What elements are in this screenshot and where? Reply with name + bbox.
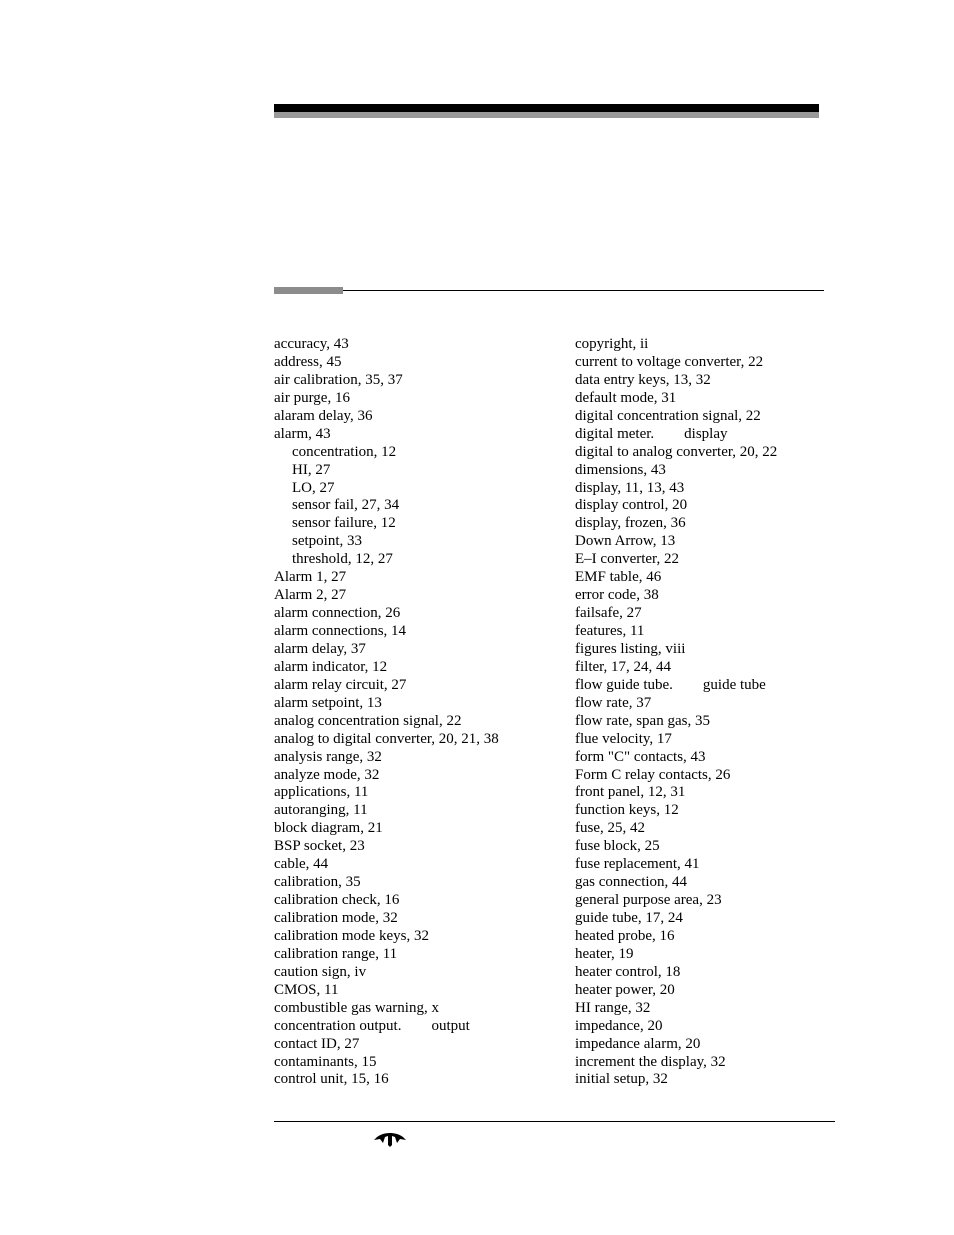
index-entry-text: analog concentration signal, 22	[274, 712, 462, 729]
index-entry	[274, 1071, 564, 1089]
index-entry	[274, 426, 564, 444]
index-entry-text: HI, 27	[292, 461, 331, 478]
index-entry-text: copyright, ii	[575, 336, 649, 352]
section-rule	[274, 290, 824, 291]
index-entry	[274, 390, 564, 408]
index-entry-text: calibration mode, 32	[274, 910, 398, 926]
index-entry	[575, 354, 835, 372]
index-entry-text: accuracy, 43	[274, 336, 349, 352]
index-entry	[575, 641, 835, 659]
index-entry	[575, 533, 835, 551]
index-entry	[575, 910, 835, 928]
index-entry-text: autoranging, 11	[274, 802, 368, 819]
index-entry-text: flow rate, 37	[575, 694, 652, 711]
index-entry	[575, 551, 835, 569]
index-entry	[575, 659, 835, 677]
index-entry-text: flue velocity, 17	[575, 730, 672, 747]
index-entry	[575, 982, 835, 1000]
index-entry-text: block diagram, 21	[274, 820, 383, 837]
index-entry-text: sensor fail, 27, 34	[292, 497, 400, 514]
index-entry-text: analysis range, 32	[274, 748, 382, 765]
index-entry	[274, 784, 564, 802]
index-entry-text: error code, 38	[575, 587, 659, 604]
index-entry	[575, 587, 835, 605]
header-bar-black	[274, 104, 819, 112]
index-entry	[575, 802, 835, 820]
index-entry-text: Form C relay contacts, 26	[575, 766, 731, 783]
index-entry	[575, 462, 835, 480]
index-entry-text: digital concentration signal, 22	[575, 407, 761, 424]
index-entry	[575, 1071, 835, 1089]
index-entry-text: flow guide tube.	[575, 676, 673, 693]
index-entry	[575, 964, 835, 982]
index-entry	[575, 767, 835, 785]
index-entry-text: front panel, 12, 31	[575, 784, 686, 801]
index-subentry	[274, 497, 564, 515]
teledyne-logo-icon	[372, 1131, 408, 1147]
index-entry	[575, 372, 835, 390]
index-entry	[575, 390, 835, 408]
index-subentry	[274, 462, 564, 480]
index-entry-text: general purpose area, 23	[575, 892, 722, 909]
index-entry-text: display, 11, 13, 43	[575, 479, 685, 496]
index-entry-text: flow rate, span gas, 35	[575, 712, 710, 729]
index-entry	[575, 820, 835, 838]
index-entry-text: applications, 11	[274, 784, 369, 801]
index-entry	[575, 713, 835, 731]
index-entry-text: address, 45	[274, 353, 342, 370]
index-entry-text: heater power, 20	[575, 981, 675, 998]
index-entry-text: current to voltage converter, 22	[575, 353, 764, 370]
index-entry-text: gas connection, 44	[575, 874, 688, 891]
index-entry-text: air purge, 16	[274, 389, 350, 406]
index-entry-text: calibration range, 11	[274, 945, 398, 962]
index-entry-text: form "C" contacts, 43	[575, 748, 706, 765]
index-entry-text: impedance alarm, 20	[575, 1035, 701, 1052]
index-subentry	[274, 480, 564, 498]
index-entry-text: contaminants, 15	[274, 1053, 377, 1070]
index-entry-text: Alarm 1, 27	[274, 569, 347, 586]
index-entry	[274, 1000, 564, 1018]
index-entry	[575, 1054, 835, 1072]
index-entry-text: analog to digital converter, 20, 21, 38	[274, 730, 499, 747]
index-see-reference: display	[684, 425, 728, 442]
index-entry-text: fuse, 25, 42	[575, 820, 645, 837]
footer-rule	[274, 1121, 835, 1122]
index-entry	[274, 605, 564, 623]
index-entry	[274, 659, 564, 677]
index-entry	[274, 946, 564, 964]
index-entry-text: alarm connection, 26	[274, 605, 401, 622]
index-entry-text: fuse replacement, 41	[575, 856, 700, 873]
index-entry	[575, 695, 835, 713]
index-entry-text: alarm connections, 14	[274, 623, 407, 639]
index-entry	[575, 856, 835, 874]
index-entry-text: guide tube, 17, 24	[575, 910, 683, 926]
index-entry	[575, 605, 835, 623]
index-subentry	[274, 515, 564, 533]
index-entry	[274, 695, 564, 713]
index-entry	[274, 892, 564, 910]
index-entry	[274, 838, 564, 856]
index-entry-text: E–I converter, 22	[575, 551, 679, 568]
index-entry	[274, 1054, 564, 1072]
index-entry-text: default mode, 31	[575, 389, 677, 406]
index-entry-text: calibration, 35	[274, 874, 361, 891]
index-subentry	[274, 444, 564, 462]
index-entry	[575, 480, 835, 498]
index-entry	[575, 892, 835, 910]
index-entry-text: heater control, 18	[575, 963, 681, 980]
index-entry	[274, 928, 564, 946]
index-entry-text: digital meter.	[575, 425, 655, 442]
index-entry	[575, 749, 835, 767]
index-entry-text: BSP socket, 23	[274, 838, 365, 855]
index-entry	[575, 1000, 835, 1018]
index-entry	[274, 964, 564, 982]
index-entry-text: sensor failure, 12	[292, 515, 396, 532]
index-entry	[274, 587, 564, 605]
header-bar-gray	[274, 112, 819, 118]
index-entry	[575, 677, 835, 695]
index-entry	[274, 820, 564, 838]
index-entry-text: alaram delay, 36	[274, 407, 373, 424]
index-entry	[575, 408, 835, 426]
index-column-right	[575, 336, 835, 1089]
index-entry	[274, 623, 564, 641]
index-entry	[274, 408, 564, 426]
index-entry-text: cable, 44	[274, 856, 329, 873]
index-entry-text: calibration check, 16	[274, 892, 400, 909]
index-entry-text: concentration output.	[274, 1017, 402, 1034]
index-entry-text: alarm delay, 37	[274, 640, 366, 657]
index-entry	[274, 731, 564, 749]
index-entry	[274, 677, 564, 695]
index-entry	[575, 623, 835, 641]
section-accent-bar	[274, 287, 343, 294]
index-entry	[575, 946, 835, 964]
index-entry-text: heater, 19	[575, 945, 634, 962]
index-entry-text: control unit, 15, 16	[274, 1071, 389, 1088]
index-see-reference: guide tube	[702, 676, 766, 693]
index-entry-text: filter, 17, 24, 44	[575, 658, 672, 675]
index-entry	[274, 749, 564, 767]
index-entry-text: increment the display, 32	[575, 1053, 726, 1070]
index-entry-text: alarm, 43	[274, 425, 331, 442]
index-entry-text: impedance, 20	[575, 1017, 663, 1034]
index-entry-text: EMF table, 46	[575, 569, 662, 586]
index-entry	[575, 731, 835, 749]
index-entry	[274, 856, 564, 874]
index-entry-text: threshold, 12, 27	[292, 551, 393, 568]
index-entry-text: initial setup, 32	[575, 1071, 668, 1088]
index-entry	[274, 354, 564, 372]
index-entry-text: failsafe, 27	[575, 605, 642, 622]
index-entry-text: display control, 20	[575, 497, 688, 514]
index-entry	[274, 372, 564, 390]
index-entry	[274, 802, 564, 820]
index-entry-text: LO, 27	[292, 479, 335, 496]
index-entry	[274, 569, 564, 587]
index-entry	[575, 336, 835, 354]
index-entry-text: Alarm 2, 27	[274, 587, 347, 604]
index-column-left	[274, 336, 564, 1089]
index-entry-text: calibration mode keys, 32	[274, 927, 429, 944]
index-entry-text: alarm setpoint, 13	[274, 694, 382, 711]
index-entry	[274, 982, 564, 1000]
index-entry	[575, 1036, 835, 1054]
index-entry	[274, 874, 564, 892]
index-entry	[575, 515, 835, 533]
index-entry-text: function keys, 12	[575, 802, 679, 819]
index-entry-text: setpoint, 33	[292, 533, 362, 550]
index-entry-text: air calibration, 35, 37	[274, 371, 403, 388]
index-entry	[575, 1018, 835, 1036]
index-entry	[575, 569, 835, 587]
index-entry-text: digital to analog converter, 20, 22	[575, 443, 778, 460]
index-see-reference: output	[431, 1017, 470, 1034]
index-entry	[274, 641, 564, 659]
index-entry	[575, 426, 835, 444]
index-entry	[274, 910, 564, 928]
index-entry-text: caution sign, iv	[274, 963, 367, 980]
index-entry	[575, 928, 835, 946]
index-entry-text: combustible gas warning, x	[274, 999, 439, 1016]
index-entry-text: heated probe, 16	[575, 927, 675, 944]
index-entry	[274, 1036, 564, 1054]
index-entry-text: fuse block, 25	[575, 838, 660, 855]
index-entry-text: alarm relay circuit, 27	[274, 676, 407, 693]
index-entry	[274, 767, 564, 785]
index-subentry	[274, 533, 564, 551]
index-entry-text: HI range, 32	[575, 999, 651, 1016]
index-entry	[575, 838, 835, 856]
index-entry	[575, 874, 835, 892]
index-entry-text: contact ID, 27	[274, 1035, 360, 1052]
index-entry-text: alarm indicator, 12	[274, 658, 388, 675]
index-entry	[575, 444, 835, 462]
index-entry	[575, 497, 835, 515]
index-entry	[274, 1018, 564, 1036]
index-subentry	[274, 551, 564, 569]
index-entry-text: analyze mode, 32	[274, 766, 380, 783]
index-entry-text: dimensions, 43	[575, 461, 666, 478]
index-entry-text: display, frozen, 36	[575, 515, 686, 532]
index-entry	[575, 784, 835, 802]
index-entry-text: concentration, 12	[292, 443, 397, 460]
index-entry-text: data entry keys, 13, 32	[575, 371, 711, 388]
index-entry	[274, 336, 564, 354]
index-entry-text: figures listing, viii	[575, 640, 686, 657]
index-entry	[274, 713, 564, 731]
index-entry-text: CMOS, 11	[274, 981, 339, 998]
index-entry-text: Down Arrow, 13	[575, 533, 676, 550]
index-entry-text: features, 11	[575, 623, 645, 639]
